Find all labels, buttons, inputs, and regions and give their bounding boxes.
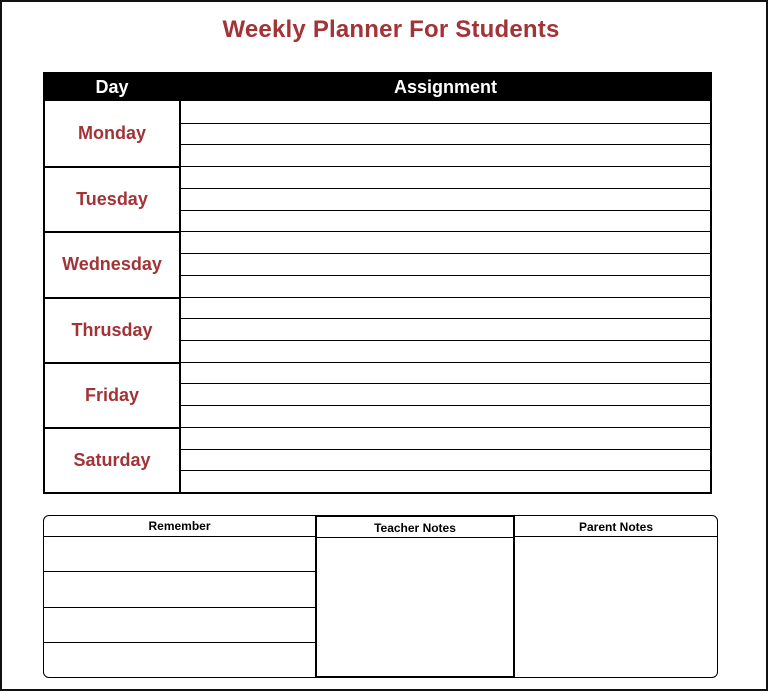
assignment-column xyxy=(181,101,710,492)
teacher-notes-section xyxy=(315,515,515,678)
day-label-tuesday: Tuesday xyxy=(45,166,179,231)
table-header xyxy=(45,74,710,101)
page-title: Weekly Planner For Students xyxy=(222,16,560,43)
day-label-wednesday: Wednesday xyxy=(45,231,179,296)
assignment-line[interactable] xyxy=(181,383,710,384)
assignment-line[interactable] xyxy=(181,340,710,341)
day-label-saturday: Saturday xyxy=(45,427,179,492)
day-column xyxy=(45,101,181,492)
remember-line[interactable] xyxy=(44,642,315,643)
assignment-line[interactable] xyxy=(181,188,710,189)
day-label-friday: Friday xyxy=(45,362,179,427)
assignment-line[interactable] xyxy=(181,470,710,471)
header-assignment: Assignment xyxy=(393,77,498,97)
assignment-line[interactable] xyxy=(181,253,710,254)
assignment-line[interactable] xyxy=(181,123,710,124)
teacher-notes-divider xyxy=(317,537,513,538)
planner-table xyxy=(43,72,712,494)
remember-line[interactable] xyxy=(44,607,315,608)
parent-notes-section xyxy=(515,516,717,677)
assignment-line[interactable] xyxy=(181,166,710,167)
parent-notes-divider xyxy=(515,536,717,537)
remember-section xyxy=(44,516,315,677)
assignment-line[interactable] xyxy=(181,210,710,211)
assignment-line[interactable] xyxy=(181,405,710,406)
teacher-notes-heading: Teacher Notes xyxy=(374,521,456,535)
assignment-line[interactable] xyxy=(181,427,710,428)
assignment-line[interactable] xyxy=(181,362,710,363)
remember-line[interactable] xyxy=(44,571,315,572)
assignment-line[interactable] xyxy=(181,144,710,145)
assignment-line[interactable] xyxy=(181,318,710,319)
assignment-line[interactable] xyxy=(181,275,710,276)
assignment-line[interactable] xyxy=(181,231,710,232)
assignment-line[interactable] xyxy=(181,297,710,298)
remember-divider xyxy=(44,536,315,537)
day-label-monday: Monday xyxy=(77,123,146,144)
day-label-thrusday: Thrusday xyxy=(45,297,179,362)
notes-box xyxy=(43,515,718,678)
assignment-line[interactable] xyxy=(181,449,710,450)
parent-notes-heading: Parent Notes xyxy=(578,520,654,534)
remember-heading: Remember xyxy=(148,519,211,533)
header-day: Day xyxy=(95,77,129,97)
